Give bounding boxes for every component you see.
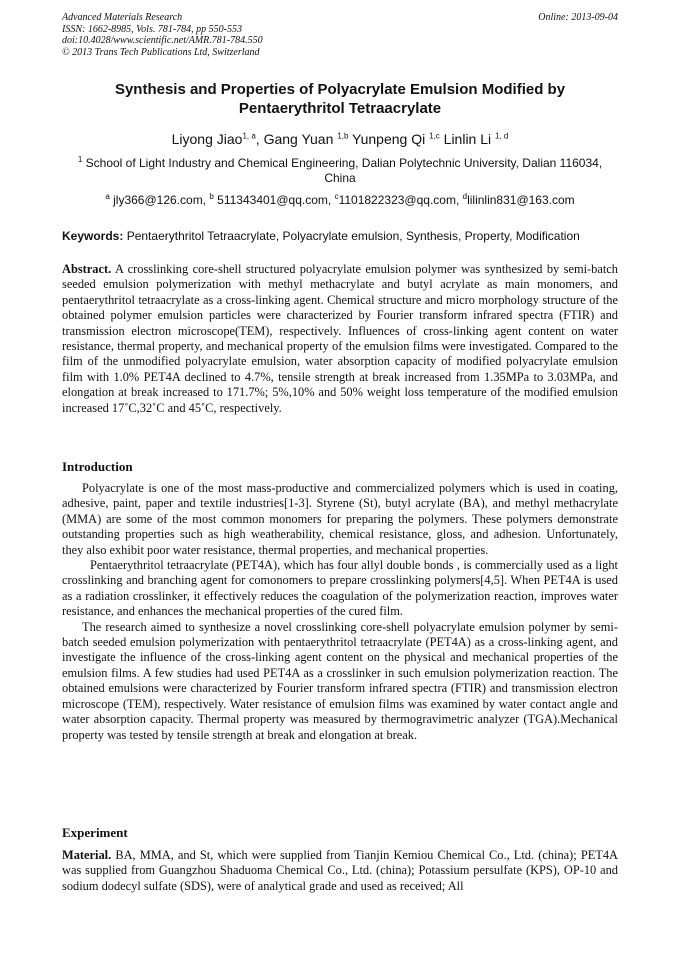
title-line-2: Pentaerythritol Tetraacrylate: [238, 100, 442, 117]
material-label: Material.: [62, 848, 112, 862]
email-list: [62, 193, 618, 208]
email-link[interactable]: lilinlin831@163.com: [467, 193, 575, 207]
experiment-body: [62, 848, 618, 894]
email-mark: a: [105, 192, 110, 201]
keywords: [62, 229, 618, 244]
author-affil-mark: 1, d: [495, 131, 509, 141]
author-name: Liyong Jiao: [171, 131, 243, 147]
journal-name: Advanced Materials Research: [62, 12, 183, 23]
abstract-label: Abstract.: [62, 262, 112, 276]
email-mark: c: [334, 192, 339, 201]
email-link[interactable]: 511343401@qq.com,: [217, 193, 332, 207]
abstract-text: A crosslinking core-shell structured polyacrylate emulsion polymer was synthesized by semi-batch seeded emulsion polymerization with methyl methacrylate and butyl acrylate as main monomers, and pentaerythritol tetraacrylate as a cross-linking agent. Chemical structure and micro morphology structure of the obtained polymer emulsion particles were characterized by Fourier transform infrared spectra (FTIR) and transmission electron microscope(TEM), respectively. Influences of cross-linking agent content on water resistance, thermal property, and mechanical property of the emulsion films were investigated. Compared to the film of the unmodified polyacrylate emulsion, water absorption capacity of modified polyacrylate emulsion film with 1.0% PET4A declined to 4.7%, tensile strength at break increased from 1.35MPa to 3.03MPa, and elongation at break increased to 171.7%; 5%,10% and 50% weight loss temperature of the modified emulsion increased 17˚C,32˚C and 45˚C, respectively.: [62, 262, 618, 415]
affiliation-mark: 1: [77, 155, 83, 164]
paper-title: [62, 80, 618, 118]
journal-copyright: © 2013 Trans Tech Publications Ltd, Switzerland: [62, 46, 260, 58]
affiliation-text: School of Light Industry and Chemical Engineering, Dalian Polytechnic University, Dalian 116034, China: [85, 156, 603, 185]
title-line-1: Synthesis and Properties of Polyacrylate Emulsion Modified by: [114, 81, 566, 98]
journal-issn: ISSN: 1662-8985, Vols. 781-784, pp 550-553: [62, 23, 242, 35]
author-affil-mark: 1,c: [429, 131, 440, 141]
email-mark: d: [462, 192, 468, 201]
journal-header: [62, 12, 618, 58]
experiment-heading: Experiment: [62, 825, 128, 840]
email-link[interactable]: 1101822323@qq.com,: [338, 193, 460, 207]
paragraph: [62, 848, 618, 894]
keywords-label: Keywords:: [62, 229, 124, 243]
affiliation: [62, 156, 618, 186]
paragraph: The research aimed to synthesize a novel crosslinking core-shell polyacrylate emulsion polymer by semi-batch seeded emulsion polymerization with pentaerythritol tetraacrylate (PET4A) as a cross-linking agent, and investigate the influence of the cross-linking agent content on the physical and mechanical properties of the emulsion films. A few studies had used PET4A as a crosslinker in such emulsion polymerization reaction. The obtained emulsions were characterized by Fourier transform infrared spectra (FTIR) and transmission electron microscope (TEM), respectively. Water resistance of emulsion films was examined by water contact angle and water absorption capacity. Thermal property was measured by thermogravimetric analyzer (TGA).Mechanical property was tested by tensile strength at break and elongation at break.: [62, 619, 618, 742]
author-name: Linlin Li: [443, 131, 492, 147]
author-affil-mark: 1, a: [242, 131, 256, 141]
introduction-heading: Introduction: [62, 459, 133, 474]
abstract: [62, 262, 618, 416]
author-affil-mark: 1,b: [337, 131, 349, 141]
paragraph: Polyacrylate is one of the most mass-productive and commercialized polymers which is used in coating, adhesive, paint, paper and textile industries[1-3]. Styrene (St), butyl acrylate (BA), and methyl methacrylate (MMA) are some of the most common monomers for preparing the polymers. These polymers demonstrate outstanding properties such as high weatherability, chemical resistance, gloss, and adhesion. Unfortunately, they also exhibit poor water resistance, thermal properties, and mechanical properties.: [62, 481, 618, 557]
material-text: BA, MMA, and St, which were supplied from Tianjin Kemiou Chemical Co., Ltd. (china); PET4A was supplied from Guangzhou Shaduoma Chemical Co., Ltd. (china); Potassium persulfate (KPS), OP-10 and sodium dodecyl sulfate (SDS), were of analytical grade and used as received; All: [62, 848, 618, 893]
keywords-text: Pentaerythritol Tetraacrylate, Polyacrylate emulsion, Synthesis, Property, Modification: [126, 229, 580, 243]
introduction-body: [62, 481, 618, 743]
online-date: Online: 2013-09-04: [538, 12, 618, 23]
email-mark: b: [209, 192, 214, 201]
email-link[interactable]: jly366@126.com,: [113, 193, 207, 207]
author-list: Liyong Jiao$^{1, a}$, Gang Yuan $^{1,b}$ Yunpeng Qi $^{1,c}$ Linlin Li $^{1, d}$: [171, 131, 509, 147]
author-name: Gang Yuan: [263, 131, 334, 147]
paragraph: Pentaerythritol tetraacrylate (PET4A), which has four allyl double bonds , is commercially used as a light crosslinking and branching agent for comonomers to prepare crosslinking polymers[4,5]. When PET4A is used as a radiation crosslinker, it effectively reduces the coagulation of the polymerization reaction, improves water resistance, and enhances the mechanical properties of the cured film.: [62, 558, 618, 619]
journal-doi: doi:10.4028/www.scientific.net/AMR.781-784.550: [62, 35, 263, 46]
author-name: Yunpeng Qi: [352, 131, 426, 147]
